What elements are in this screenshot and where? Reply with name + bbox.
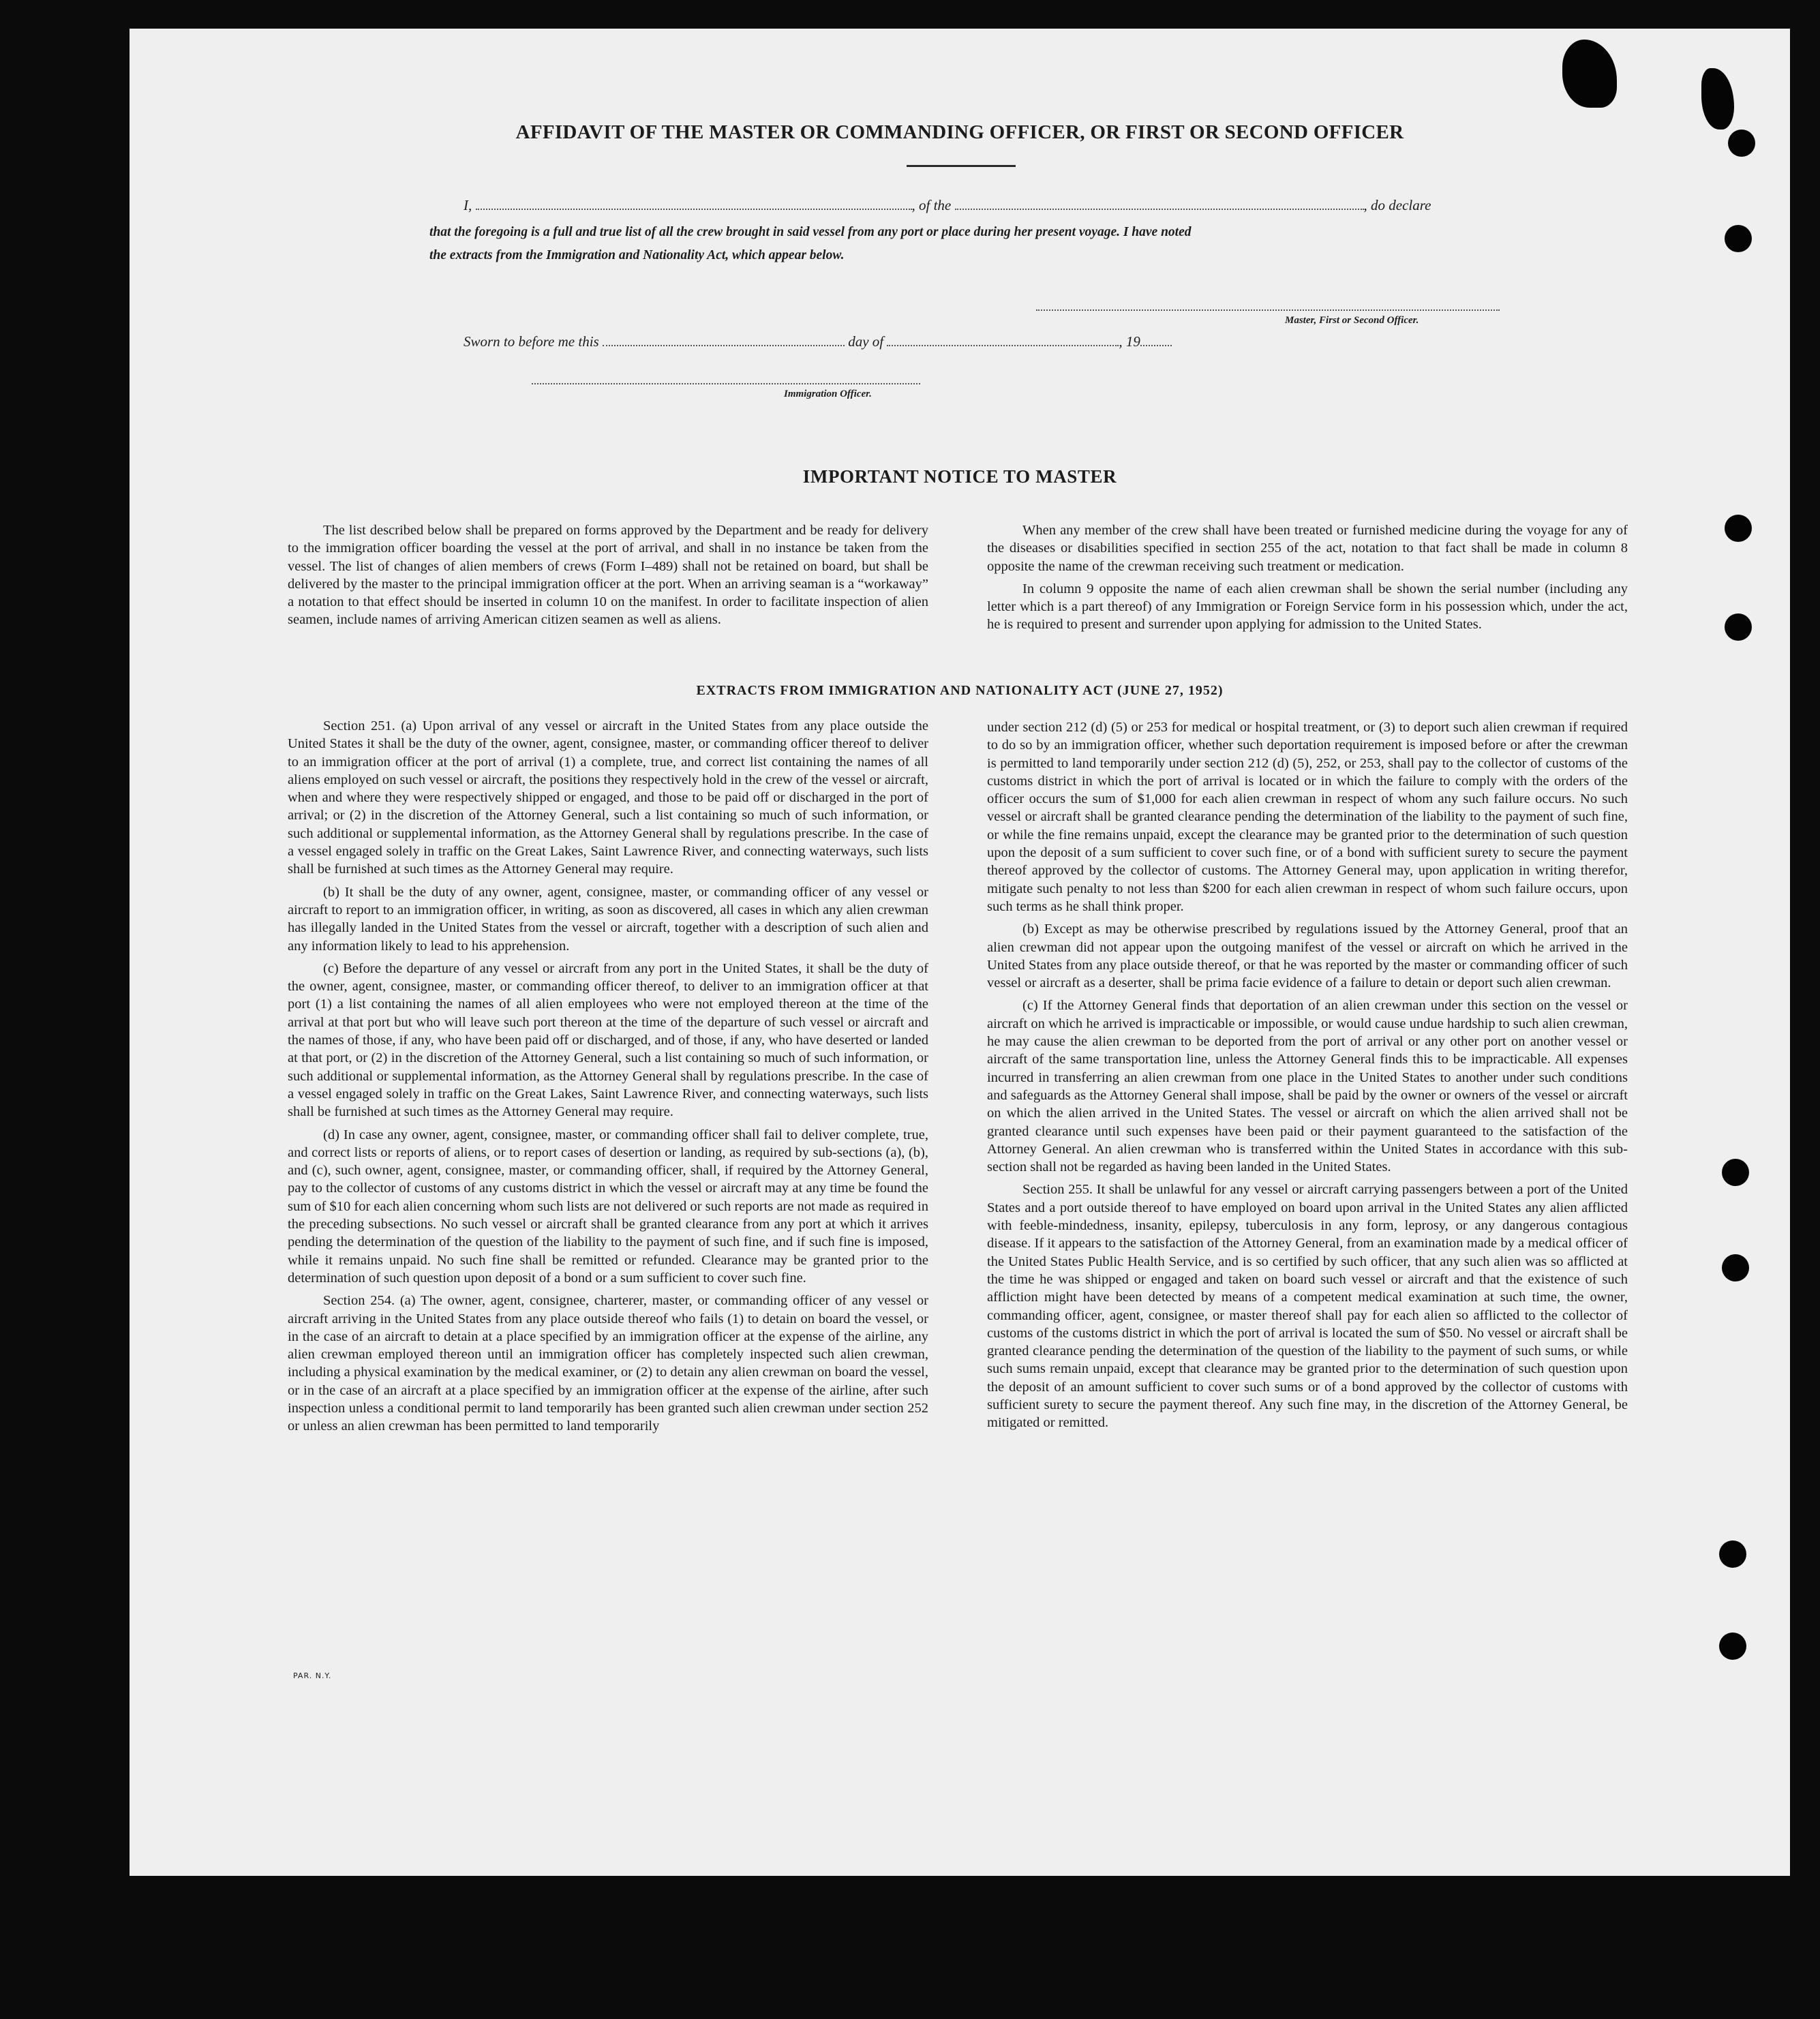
printer-mark: PAR. N.Y. xyxy=(293,1671,332,1680)
act-paragraph: Section 254. (a) The owner, agent, consignee, charterer, master, or commanding officer of any vessel or aircraft arriving in the United States from any place outside thereof who fails (1) to detain on board the vessel, or in the case of an aircraft to detain at a place specified by an immigration officer at the expense of the airline, any alien crewman employed thereon until an immigration officer has completely inspected such alien crewman, including a physical examination by the medical examiner, or (2) to detain any alien crewman on board the vessel, or in the case of an aircraft at a place specified by an immigration officer at the expense of the airline, after such inspection unless a conditional permit to land temporarily has been granted such alien crewman under section 252 or unless an alien crewman has been permitted to land temporarily xyxy=(288,1293,928,1434)
vessel-name-field[interactable] xyxy=(955,196,1364,210)
officer-signature-line[interactable] xyxy=(532,383,920,384)
notice-paragraph: In column 9 opposite the name of each alien crewman shall be shown the serial number (including any letter which is a part thereof) of any Immigration or Foreign Service form in his possession which, under the act, he is required to present and surrender upon applying for admission to the United States. xyxy=(987,581,1628,633)
punch-hole xyxy=(1719,1540,1746,1568)
notice-left-column xyxy=(288,521,928,634)
extracts-right-column xyxy=(987,718,1628,1437)
title-rule xyxy=(907,165,1016,167)
master-signature-label: Master, First or Second Officer. xyxy=(1285,315,1419,326)
day-of-label: day of xyxy=(848,333,884,350)
punch-hole xyxy=(1728,130,1755,157)
officer-signature-label: Immigration Officer. xyxy=(784,389,872,399)
declaration-line-2: that the foregoing is a full and true list of all the crew brought in said vessel from any port or place during her present voyage. I have noted xyxy=(429,225,1192,239)
sworn-line xyxy=(464,333,1172,350)
declarant-prefix: I, xyxy=(464,197,472,213)
act-paragraph: (c) If the Attorney General finds that deportation of an alien crewman under this section on the vessel or aircraft on which he arrived is impracticable or impossible, or would cause undue hardship to such alien crewman, he may cause the alien crewman to be deported from the port of arrival or any other port on another vessel or aircraft of the same transportation line, unless the Attorney General finds this to be impracticable. All expenses incurred in transferring an alien crewman from one place in the United States to another under such conditions and safeguards as the Attorney General shall impose, shall be paid by the owner or owners of the vessel or aircraft on which the alien arrived in the United States. The vessel or aircraft on which the alien arrived shall not be granted clearance until such expenses have been paid or their payment guaranteed to the satisfaction of the Attorney General. An alien crewman who is transferred within the United States in accordance with this sub-section shall not be regarded as having been landed in the United States. xyxy=(987,998,1628,1175)
declaration-line-3: the extracts from the Immigration and Nationality Act, which appear below. xyxy=(429,248,845,262)
act-paragraph-continued: under section 212 (d) (5) or 253 for medical or hospital treatment, or (3) to deport such alien crewman if required to do so by an immigration officer, whether such deportation requirement is imposed before or after the crewman is permitted to land temporarily under section 212 (d) (5), 252, or 253, shall pay to the collector of customs of the customs district in which the port of arrival is located or in which the failure to comply with the orders of the officer occurs the sum of $1,000 for each alien crewman in respect of whom any such failure occurs. No such vessel or aircraft shall be granted clearance pending the determination of the liability to the payment of such fine, or while the fine remains unpaid, except the clearance may be granted prior to the determination of such question upon the deposit of a sum sufficient to cover such fine, or of a bond with sufficient surety to secure the payment thereof approved by the collector of customs. The Attorney General may, upon application in writing therefor, mitigate such penalty to not less than $200 for each alien crewman in respect of whom such failure occurs, upon such terms as he shall think proper. xyxy=(987,720,1628,914)
extracts-left-column xyxy=(288,717,928,1440)
punch-hole xyxy=(1725,515,1752,542)
act-paragraph: (b) It shall be the duty of any owner, agent, consignee, master, or commanding officer of any vessel or aircraft to report to an immigration officer, in writing, as soon as discovered, all cases in which any alien crewman has illegally landed in the United States from the vessel or aircraft, together with a description of such alien and any information likely to lead to his apprehension. xyxy=(288,884,928,954)
master-signature-line[interactable] xyxy=(1036,309,1500,311)
act-paragraph: (b) Except as may be otherwise prescribed by regulations issued by the Attorney General, proof that an alien crewman did not appear upon the outgoing manifest of the vessel or aircraft on which he arrived in the United States from any place outside thereof, or that he was reported by the master or commanding officer of such vessel or aircraft as a deserter, shall be prima facie evidence of a failure to detain or deport such alien crewman. xyxy=(987,922,1628,991)
sworn-year-field[interactable] xyxy=(1140,333,1172,346)
affidavit-title: AFFIDAVIT OF THE MASTER OR COMMANDING OFFICER, OR FIRST OR SECOND OFFICER xyxy=(515,121,1404,143)
of-the-label: , of the xyxy=(911,197,952,213)
extracts-heading: EXTRACTS FROM IMMIGRATION AND NATIONALITY ACT (JUNE 27, 1952) xyxy=(696,683,1224,698)
notice-paragraph: When any member of the crew shall have been treated or furnished medicine during the voyage for any of the diseases or disabilities specified in section 255 of the act, notation to that fact shall be made in column 8 opposite the name of the crewman receiving such treatment or medication. xyxy=(987,523,1628,574)
declarant-name-field[interactable] xyxy=(476,196,912,210)
punch-hole xyxy=(1725,613,1752,641)
punch-hole xyxy=(1719,1633,1746,1660)
declaration-line-1 xyxy=(464,196,1431,214)
year-label: , 19 xyxy=(1119,333,1140,350)
act-paragraph: Section 255. It shall be unlawful for any vessel or aircraft carrying passengers between a port of the United States and a port outside thereof to have employed on board upon arrival in the United States any alien afflicted with feeble-mindedness, insanity, epilepsy, tuberculosis in any form, leprosy, or any dangerous contagious disease. If it appears to the satisfaction of the Attorney General, from an examination made by a medical officer of the United States Public Health Service, and is so certified by such officer, that any such alien was so afflicted at the time he was shipped or engaged and taken on board such vessel or aircraft and that the existence of such affliction might have been detected by means of a competent medical examination at such time, the owner, commanding officer, agent, consignee, or master thereof shall pay for each alien so afflicted to the collector of customs of the customs district in which the port of arrival is located the sum of $50. No vessel or aircraft shall be granted clearance pending the determination of the question of the liability to the payment of such sums, or while such sums remain unpaid, except that clearance may be granted prior to the determination of such question upon the deposit of an amount sufficient to cover such sums or of a bond approved by the collector of customs with sufficient surety to secure the payment thereof. Any such fine may, in the discretion of the Attorney General, be mitigated or remitted. xyxy=(987,1182,1628,1431)
act-paragraph: Section 251. (a) Upon arrival of any vessel or aircraft in the United States from any place outside the United States it shall be the duty of the owner, agent, consignee, master, or commanding officer thereof to deliver to an immigration officer at the port of arrival (1) a complete, true, and correct list containing the names of all aliens employed on such vessel or aircraft, the positions they respectively hold in the crew of the vessel or aircraft, when and where they were respectively shipped or engaged, and those to be paid off or discharged in the port of arrival; or (2) in the discretion of the Attorney General, such a list containing so much of such information, or such additional or supplemental information, as the Attorney General shall by regulations prescribe. In the case of a vessel engaged solely in traffic on the Great Lakes, Saint Lawrence River, and connecting waterways, such lists shall be furnished at such times as the Attorney General may require. xyxy=(288,718,928,877)
punch-hole xyxy=(1722,1159,1749,1186)
punch-hole xyxy=(1725,225,1752,252)
sworn-day-field[interactable] xyxy=(603,333,845,346)
act-paragraph: (d) In case any owner, agent, consignee, master, or commanding officer shall fail to deliver complete, true, and correct lists or reports of aliens, or to report cases of desertion or landing, as required by sub-sections (a), (b), and (c), such owner, agent, consignee, master, or commanding officer, shall, if required by the Attorney General, pay to the collector of customs of any customs district in which the vessel or aircraft may at any time be found the sum of $10 for each alien concerning whom such lists are not delivered or such reports are not made as required in the preceding subsections. No such vessel or aircraft shall be granted clearance from any port at which it arrives pending the determination of the question of the liability to the payment of such fine, and if such fine is imposed, while it remains unpaid. No such fine shall be remitted or refunded. Clearance may be granted prior to the determination of such question upon deposit of a bond or a sum sufficient to cover such fine. xyxy=(288,1127,928,1286)
punch-hole xyxy=(1722,1254,1749,1281)
act-paragraph: (c) Before the departure of any vessel or aircraft from any port in the United States, it shall be the duty of the owner, agent, consignee, master, or commanding officer thereof, to deliver to an immigration officer at that port (1) a list containing the names of all alien employees who were not employed thereon at the time of the arrival at that port but who will leave such port thereon at the time of the departure of such vessel or aircraft and the names of those, if any, who have been paid off or discharged, and of those, if any, who have deserted or landed at that port, or (2) in the discretion of the Attorney General, such a list containing so much of such information, or such additional or supplemental information, as the Attorney General shall by regulations prescribe. In the case of a vessel engaged solely in traffic on the Great Lakes, Saint Lawrence River, and connecting waterways, such lists shall be furnished at such times as the Attorney General may require. xyxy=(288,960,928,1120)
notice-paragraph: The list described below shall be prepared on forms approved by the Department and be ready for delivery to the immigration officer boarding the vessel at the port of arrival, and shall in no instance be taken from the vessel. The list of changes of alien members of crews (Form I–489) shall not be retained on board, but shall be delivered by the master to the principal immigration officer at the port. When an arriving seaman is a “workaway” a notation to that effect should be inserted in column 10 on the manifest. In order to facilitate inspection of alien seamen, include names of arriving American citizen seamen as well as aliens. xyxy=(288,523,928,628)
do-declare-label: , do declare xyxy=(1363,197,1431,213)
document-page xyxy=(130,29,1790,1876)
notice-heading: IMPORTANT NOTICE TO MASTER xyxy=(802,466,1117,487)
notice-right-column xyxy=(987,521,1628,639)
sworn-month-field[interactable] xyxy=(887,333,1119,346)
sworn-label: Sworn to before me this xyxy=(464,333,599,350)
